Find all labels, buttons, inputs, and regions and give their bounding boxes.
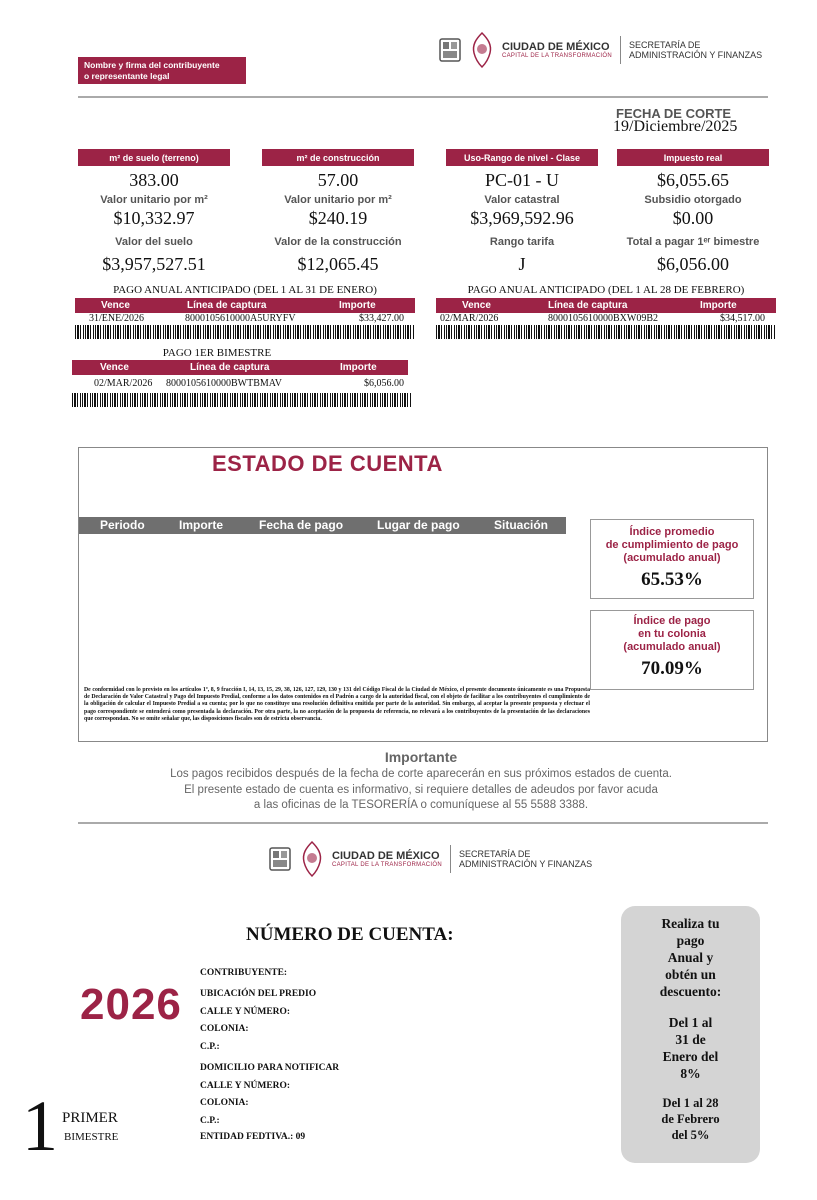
payment-title: PAGO 1ER BIMESTRE: [162, 347, 272, 359]
cut-divider: [78, 822, 768, 824]
coat-of-arms-icon: [438, 37, 462, 63]
logo-city-name: CIUDAD DE MÉXICO: [332, 850, 440, 862]
importante-line-1: Los pagos recibidos después de la fecha de corte aparecerán en sus próximos estados de cuenta.: [170, 768, 672, 780]
payment-title: PAGO ANUAL ANTICIPADO (DEL 1 AL 28 DE FEBRERO): [467, 284, 745, 296]
fecha-corte-value: 19/Diciembre/2025: [613, 118, 738, 135]
bimestre-number: 1: [22, 1086, 58, 1166]
bimestre-label-2: BIMESTRE: [64, 1131, 119, 1143]
column-value-1: 383.00: [129, 170, 179, 190]
logo-tagline: CAPITAL DE LA TRANSFORMACIÓN: [332, 862, 442, 868]
payment-title: PAGO ANUAL ANTICIPADO (DEL 1 AL 31 DE ENERO): [113, 284, 377, 296]
field-ubicacion: UBICACIÓN DEL PREDIO: [200, 989, 317, 999]
city-emblem-icon: [468, 31, 496, 69]
column-value-2: $0.00: [672, 208, 714, 228]
field-colonia: COLONIA:: [200, 1024, 249, 1034]
descuento-promo-box: Realiza tu pago Anual y obtén un descuento: Del 1 al 31 de Enero del 8% Del 1 al 28 de Febrero del 5%: [621, 906, 760, 1163]
barcode: [436, 325, 776, 339]
indice-cumplimiento-value: 65.53%: [641, 569, 703, 590]
column-value-3: $12,065.45: [297, 254, 379, 274]
logo-secretaria-line2: ADMINISTRACIÓN Y FINANZAS: [628, 50, 763, 60]
logo-secretaria-line1: SECRETARÍA DE: [628, 40, 701, 50]
column-value-2: $10,332.97: [113, 208, 195, 228]
column-label-3: Valor de la construcción: [274, 236, 402, 248]
payment-block-febrero: [436, 284, 776, 339]
payment-header: Vence Línea de captura Importe: [72, 360, 408, 375]
col-situacion: Situación: [494, 518, 549, 532]
legal-notice: De conformidad con lo previsto en los artículos 1º, 8, 9 fracción I, 14, 13, 15, 29, 38, 126, 127, 129, 130 y 131 del Código Fiscal de la Ciudad de México, el presente documento únicamente es una Propuesta de Declaración de Valor Catastral y Pago del Impuesto Predial, conforme a los datos contenidos en el Padrón a cargo de la autoridad fiscal, con el objeto de facilitar a los contribuyentes el cumplimiento de la obligación de calcular el Impuesto Predial a su cuenta; por lo que no constituye una resolución definitiva emitida por parte de la autoridad. Sin embargo, al aceptar la presente propuesta y efectuar el pago correspondiente se entenderá como presentada la declaración. Por otra parte, la no aceptación de la propuesta de referencia, no relevará a los contribuyentes de la presentación de las declaraciones que correspondan. No se omite señalar que, las disposiciones fiscales son de estricta observancia.: [84, 687, 590, 722]
logo-secretaria-line2: ADMINISTRACIÓN Y FINANZAS: [458, 859, 593, 869]
column-value-3: $3,957,527.51: [102, 254, 206, 274]
logo-tagline: CAPITAL DE LA TRANSFORMACIÓN: [502, 53, 612, 59]
field-calle-notificar: CALLE Y NÚMERO:: [200, 1081, 291, 1091]
barcode: [72, 393, 412, 407]
col-lugar-pago: Lugar de pago: [377, 518, 460, 532]
column-value-2: $3,969,592.96: [470, 208, 574, 228]
logo-secretaria-line1: SECRETARÍA DE: [458, 849, 531, 859]
cdmx-logo-top: [438, 31, 762, 69]
city-emblem-icon: [298, 840, 326, 878]
year-label: 2026: [80, 980, 182, 1029]
column-label-2: Subsidio otorgado: [644, 194, 742, 206]
column-value-3: J: [518, 254, 526, 274]
column-value-3: $6,056.00: [657, 254, 729, 274]
estado-table-header: [79, 517, 566, 534]
column-label-3: Rango tarifa: [489, 236, 555, 248]
field-calle: CALLE Y NÚMERO:: [200, 1007, 291, 1017]
payment-row: 02/MAR/2026 8000105610000BWTBMAV $6,056.00: [94, 378, 404, 389]
importante-title: Importante: [384, 749, 458, 765]
column-header: Uso-Rango de nivel - Clase: [446, 149, 598, 166]
column-value-1: PC-01 - U: [484, 170, 559, 190]
field-contribuyente: CONTRIBUYENTE:: [200, 968, 288, 978]
header-divider: [78, 96, 768, 98]
numero-cuenta-title: NÚMERO DE CUENTA:: [246, 924, 454, 945]
column-header: Impuesto real: [617, 149, 769, 166]
column-label-3: Total a pagar 1ᵉʳ bimestre: [626, 236, 760, 248]
field-entidad: ENTIDAD FEDTIVA.: 09: [200, 1132, 306, 1142]
field-colonia-notificar: COLONIA:: [200, 1098, 249, 1108]
column-label-2: Valor catastral: [484, 194, 560, 206]
column-label-2: Valor unitario por m²: [284, 194, 392, 206]
col-periodo: Periodo: [100, 518, 145, 532]
column-value-1: $6,055.65: [657, 170, 729, 190]
field-cp: C.P.:: [200, 1042, 220, 1052]
indice-colonia-box: Índice de pago en tu colonia (acumulado anual) 70.09%: [590, 610, 754, 690]
payment-header: Vence Línea de captura Importe: [436, 298, 776, 313]
field-cp-notificar: C.P.:: [200, 1116, 220, 1126]
fecha-corte-label: FECHA DE CORTE: [616, 106, 732, 121]
cdmx-logo-bottom: [268, 840, 592, 878]
col-importe: Importe: [179, 518, 224, 532]
field-domicilio: DOMICILIO PARA NOTIFICAR: [200, 1063, 340, 1073]
column-header: m² de suelo (terreno): [78, 149, 230, 166]
column-value-1: 57.00: [317, 170, 359, 190]
column-value-2: $240.19: [308, 208, 368, 228]
column-label-2: Valor unitario por m²: [100, 194, 208, 206]
payment-row: 31/ENE/2026 8000105610000A5URYFV $33,427.00: [89, 313, 404, 324]
logo-city-name: CIUDAD DE MÉXICO: [502, 41, 610, 53]
payment-block-bimestre: [72, 347, 412, 407]
payment-row: 02/MAR/2026 8000105610000BXW09B2 $34,517.00: [440, 313, 765, 324]
payment-block-enero: [75, 284, 415, 339]
column-header: m² de construcción: [262, 149, 414, 166]
indice-colonia-value: 70.09%: [641, 658, 703, 679]
barcode: [75, 325, 415, 339]
bimestre-label-1: PRIMER: [62, 1110, 118, 1126]
coat-of-arms-icon: [268, 846, 292, 872]
estado-title: ESTADO DE CUENTA: [212, 451, 443, 476]
signature-label: Nombre y firma del contribuyente o representante legal: [78, 57, 246, 84]
indice-cumplimiento-box: Índice promedio de cumplimiento de pago (acumulado anual) 65.53%: [590, 519, 754, 599]
payment-header: Vence Línea de captura Importe: [75, 298, 415, 313]
importante-line-2: El presente estado de cuenta es informativo, si requiere detalles de adeudos por favor acuda: [184, 784, 658, 796]
col-fecha-pago: Fecha de pago: [259, 518, 344, 532]
column-label-3: Valor del suelo: [115, 236, 193, 248]
importante-line-3: a las oficinas de la TESORERÍA o comuníquese al 55 5588 3388.: [253, 799, 589, 811]
